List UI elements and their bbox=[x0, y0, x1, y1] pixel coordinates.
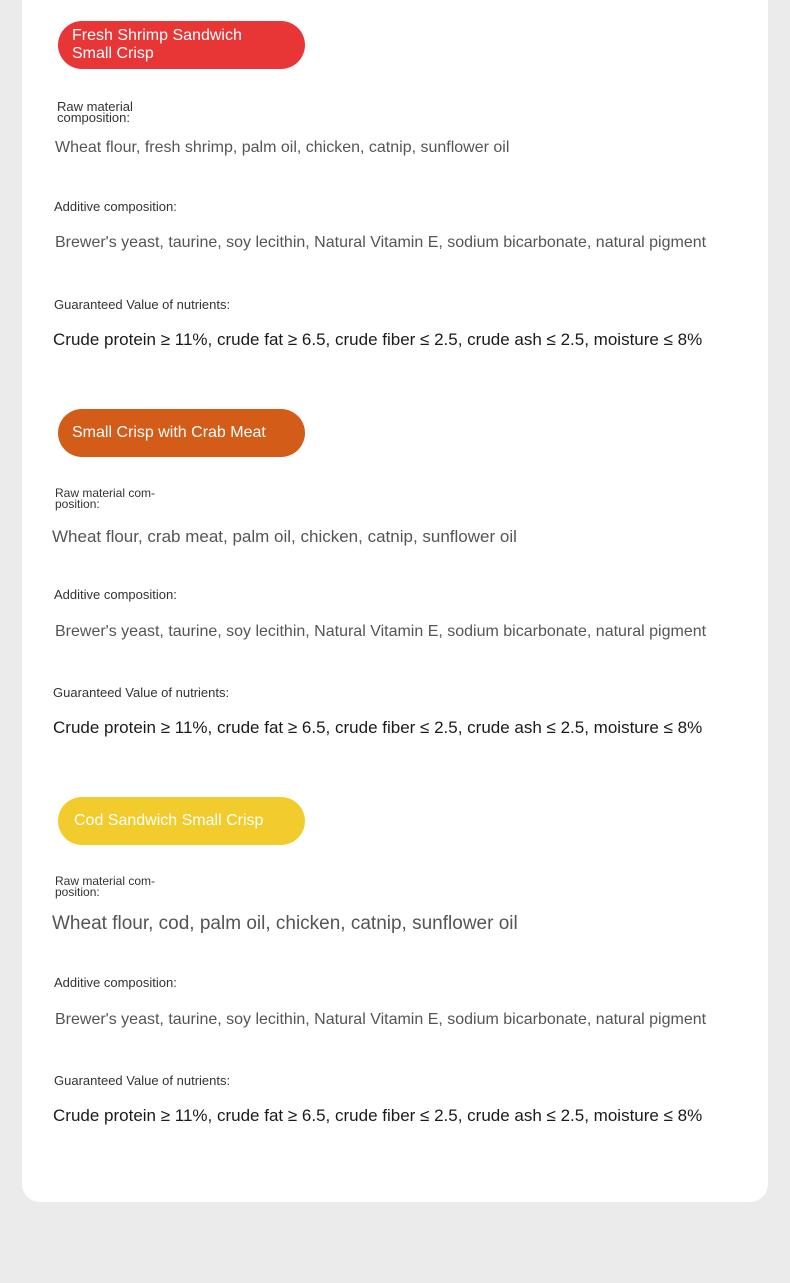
product-title: Fresh Shrimp Sandwich Small Crisp bbox=[72, 27, 242, 62]
nutrient-value: Crude protein ≥ 11%, crude fat ≥ 6.5, crude fiber ≤ 2.5, crude ash ≤ 2.5, moisture ≤ 8% bbox=[53, 330, 703, 349]
raw-material-value: Wheat flour, fresh shrimp, palm oil, chicken, catnip, sunflower oil bbox=[55, 139, 510, 156]
nutrient-label: Guaranteed Value of nutrients: bbox=[54, 1073, 231, 1088]
raw-material-value: Wheat flour, crab meat, palm oil, chicken, catnip, sunflower oil bbox=[52, 527, 517, 546]
product-title-pill bbox=[58, 409, 305, 457]
product-title: Cod Sandwich Small Crisp bbox=[74, 812, 264, 829]
additive-value: Brewer's yeast, taurine, soy lecithin, Natural Vitamin E, sodium bicarbonate, natural pigment bbox=[55, 234, 707, 251]
raw-material-label: Raw material com- position: bbox=[55, 486, 156, 511]
product-title-pill bbox=[58, 21, 305, 69]
nutrient-label: Guaranteed Value of nutrients: bbox=[54, 297, 231, 312]
additive-value: Brewer's yeast, taurine, soy lecithin, Natural Vitamin E, sodium bicarbonate, natural pigment bbox=[55, 623, 707, 640]
nutrient-label: Guaranteed Value of nutrients: bbox=[53, 685, 230, 700]
additive-value: Brewer's yeast, taurine, soy lecithin, Natural Vitamin E, sodium bicarbonate, natural pigment bbox=[55, 1011, 707, 1028]
nutrient-value: Crude protein ≥ 11%, crude fat ≥ 6.5, crude fiber ≤ 2.5, crude ash ≤ 2.5, moisture ≤ 8% bbox=[53, 1106, 703, 1125]
raw-material-label: Raw material composition: bbox=[57, 99, 133, 125]
product-title-pill bbox=[58, 797, 305, 845]
additive-label: Additive composition: bbox=[54, 975, 177, 990]
additive-label: Additive composition: bbox=[54, 199, 177, 214]
raw-material-value: Wheat flour, cod, palm oil, chicken, catnip, sunflower oil bbox=[52, 913, 518, 934]
additive-label: Additive composition: bbox=[54, 587, 177, 602]
raw-material-label: Raw material com- position: bbox=[55, 874, 156, 899]
product-title: Small Crisp with Crab Meat bbox=[72, 424, 266, 441]
nutrient-value: Crude protein ≥ 11%, crude fat ≥ 6.5, crude fiber ≤ 2.5, crude ash ≤ 2.5, moisture ≤ 8% bbox=[53, 718, 703, 737]
